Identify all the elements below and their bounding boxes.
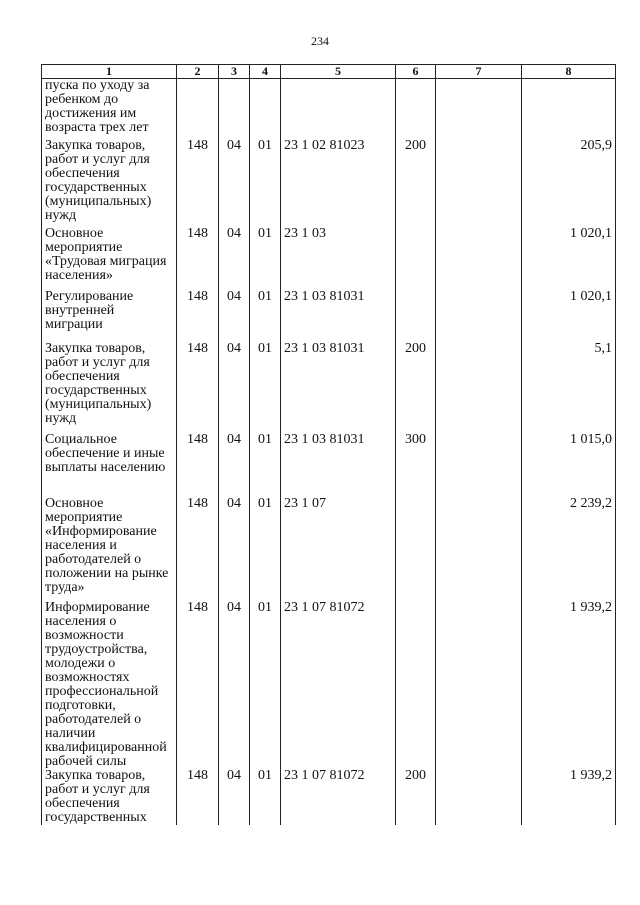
row-c6: 200 [396,139,436,227]
row-c5: 23 1 03 81031 [281,433,396,497]
row-c8: 1 015,0 [522,433,616,497]
row-c2: 148 [177,342,219,433]
row-c7 [436,227,522,290]
row-c4: 01 [250,290,281,342]
row-name: Информирование населения о возможности трудоустройства, молодежи о возможностях профессиональной подготовки, работодателей о наличии квалифицированной рабочей силы [42,601,177,769]
header-row [42,65,616,79]
row-c2: 148 [177,227,219,290]
row-c4: 01 [250,227,281,290]
row-c6: 200 [396,769,436,825]
row-c5 [281,79,396,139]
row-c4: 01 [250,342,281,433]
row-c7 [436,601,522,769]
table-row [42,290,616,342]
row-c2: 148 [177,497,219,601]
row-c4: 01 [250,433,281,497]
row-name: Основное мероприятие «Трудовая миграция населения» [42,227,177,290]
row-c3: 04 [219,342,250,433]
row-c3: 04 [219,769,250,825]
row-c6: 200 [396,342,436,433]
row-c4: 01 [250,139,281,227]
row-c5: 23 1 07 81072 [281,601,396,769]
row-c3: 04 [219,497,250,601]
row-c8 [522,79,616,139]
row-c5: 23 1 03 81031 [281,342,396,433]
budget-table [41,64,616,825]
table-row [42,433,616,497]
row-c8: 2 239,2 [522,497,616,601]
row-c7 [436,342,522,433]
header-cell-8: 8 [522,65,616,79]
table-row [42,79,616,139]
header-cell-1: 1 [42,65,177,79]
row-c3: 04 [219,433,250,497]
row-c6 [396,227,436,290]
row-c8: 1 939,2 [522,769,616,825]
row-c4 [250,79,281,139]
row-c2 [177,79,219,139]
row-c7 [436,139,522,227]
table-row [42,139,616,227]
row-c6 [396,601,436,769]
row-c2: 148 [177,769,219,825]
row-c2: 148 [177,433,219,497]
row-c3: 04 [219,290,250,342]
row-c6 [396,497,436,601]
header-cell-7: 7 [436,65,522,79]
row-c6: 300 [396,433,436,497]
header-cell-3: 3 [219,65,250,79]
row-c7 [436,290,522,342]
row-c5: 23 1 03 81031 [281,290,396,342]
header-cell-2: 2 [177,65,219,79]
row-name: Регулирование внутренней миграции [42,290,177,342]
table-row [42,601,616,769]
row-c8: 1 939,2 [522,601,616,769]
row-name: пуска по уходу за ребенком до достижения им возраста трех лет [42,79,177,139]
header-cell-6: 6 [396,65,436,79]
row-c3 [219,79,250,139]
row-c5: 23 1 07 [281,497,396,601]
row-c7 [436,79,522,139]
row-name: Закупка товаров, работ и услуг для обеспечения государственных (муниципальных) нужд [42,139,177,227]
row-c5: 23 1 02 81023 [281,139,396,227]
row-c3: 04 [219,139,250,227]
table-row [42,227,616,290]
page-number: 234 [311,34,329,48]
row-c3: 04 [219,601,250,769]
header-cell-5: 5 [281,65,396,79]
row-c7 [436,433,522,497]
row-c2: 148 [177,601,219,769]
row-c3: 04 [219,227,250,290]
row-c2: 148 [177,290,219,342]
row-c7 [436,497,522,601]
row-c2: 148 [177,139,219,227]
row-c8: 5,1 [522,342,616,433]
table-row [42,342,616,433]
table-row [42,769,616,825]
table-row [42,497,616,601]
row-c4: 01 [250,601,281,769]
row-c5: 23 1 03 [281,227,396,290]
row-c4: 01 [250,769,281,825]
row-c8: 205,9 [522,139,616,227]
row-name: Закупка товаров, работ и услуг для обеспечения государственных (муниципальных) нужд [42,342,177,433]
row-c7 [436,769,522,825]
row-name: Основное мероприятие «Информирование населения и работодателей о положении на рынке труда» [42,497,177,601]
row-name: Закупка товаров, работ и услуг для обеспечения государственных [42,769,177,825]
row-c6 [396,79,436,139]
row-c5: 23 1 07 81072 [281,769,396,825]
row-c6 [396,290,436,342]
row-c8: 1 020,1 [522,227,616,290]
header-cell-4: 4 [250,65,281,79]
row-c4: 01 [250,497,281,601]
row-c8: 1 020,1 [522,290,616,342]
row-name: Социальное обеспечение и иные выплаты населению [42,433,177,497]
